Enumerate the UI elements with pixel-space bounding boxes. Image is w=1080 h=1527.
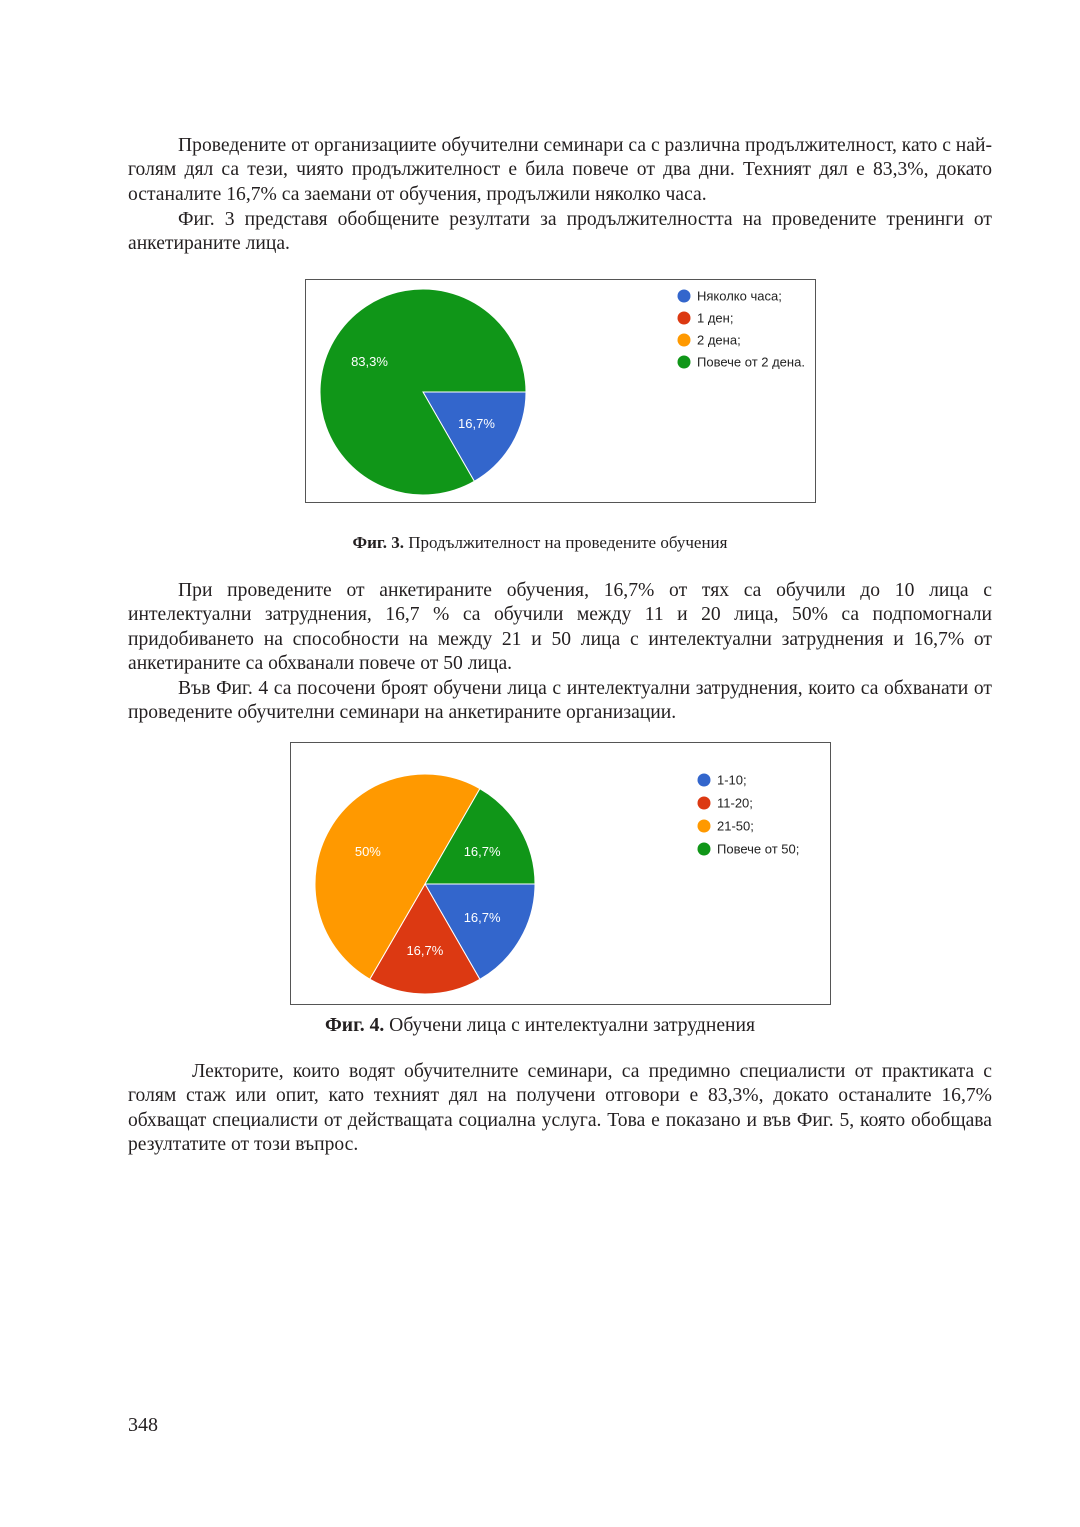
fig3-legend-marker-0 — [678, 290, 691, 303]
fig4-legend-marker-1 — [698, 797, 711, 810]
fig3-legend-marker-2 — [678, 334, 691, 347]
fig4-legend-label-1: 11-20; — [717, 795, 753, 811]
page-number: 348 — [128, 1414, 158, 1436]
fig3-legend-marker-3 — [678, 356, 691, 369]
fig3-legend-label-2: 2 дена; — [697, 332, 741, 348]
fig4-slice-label-3: 16,7% — [463, 843, 501, 859]
figure-4-caption — [0, 1015, 1080, 1037]
fig4-legend-label-2: 21-50; — [717, 818, 754, 834]
paragraph-3: При проведените от анкетираните обучения, 16,7% от тях са обучили до 10 лица с интелектуални затруднения, 16,7 % са обучили между 11 и 20 лица, 50% са подпомогнали придобиването на способности на между 21 и 50 лица с интелектуални затруднения и 16,7% от анкетираните са обхванали повече от 50 лица. — [128, 580, 992, 675]
fig3-slice-label-3: 83,3% — [351, 354, 388, 370]
fig3-slice-label-0: 16,7% — [458, 415, 495, 431]
fig4-legend-marker-2 — [698, 820, 711, 833]
fig4-legend-label-3: Повече от 50; — [717, 841, 800, 857]
paragraph-2: Фиг. 3 представя обобщените резултати за продължителността на проведените тренинги от анкетираните лица. — [128, 209, 992, 255]
paragraph-5: Лекторите, които водят обучителните семинари, са предимно специалисти от практиката с голям стаж или опит, като техният дял на получени отговори е 83,3%, докато останалите 16,7% обхващат специалисти от действащата социална услуга. Това е показано и във Фиг. 5, която обобщава резултатите от този въпрос. — [128, 1061, 992, 1156]
paragraph-4: Във Фиг. 4 са посочени броят обучени лица с интелектуални затруднения, които са обхванати от проведените обучителни семинари на анкетираните организации. — [128, 678, 992, 724]
fig4-slice-label-2: 50% — [354, 843, 381, 859]
fig4-legend-label-0: 1-10; — [717, 772, 747, 788]
figure-4-chart — [290, 742, 831, 1005]
fig4-slice-label-0: 16,7% — [463, 910, 501, 926]
figure-3-title: Продължителност на проведените обучения — [403, 533, 728, 552]
figure-3-label: Фиг. 3. — [352, 533, 404, 552]
fig3-legend-label-0: Няколко часа; — [697, 288, 782, 304]
figure-3-caption — [0, 533, 1080, 553]
fig3-legend-label-3: Повече от 2 дена. — [697, 354, 805, 370]
figure-4-title: Обучени лица с интелектуални затруднения — [384, 1015, 756, 1036]
fig3-legend-marker-1 — [678, 312, 691, 325]
paragraph-1: Проведените от организациите обучителни семинари са с различна продължителност, като с най-голям дял са тези, чиято продължителност е била повече от два дни. Техният дял е 83,3%, докато останалите 16,7% са заемани от обучения, продължили няколко часа. — [128, 135, 992, 205]
figure-3-chart — [305, 279, 816, 503]
fig4-slice-label-1: 16,7% — [406, 942, 444, 958]
figure-4-label: Фиг. 4. — [324, 1015, 385, 1036]
fig4-legend-marker-3 — [698, 843, 711, 856]
fig4-legend-marker-0 — [698, 774, 711, 787]
fig3-legend-label-1: 1 ден; — [697, 310, 734, 326]
